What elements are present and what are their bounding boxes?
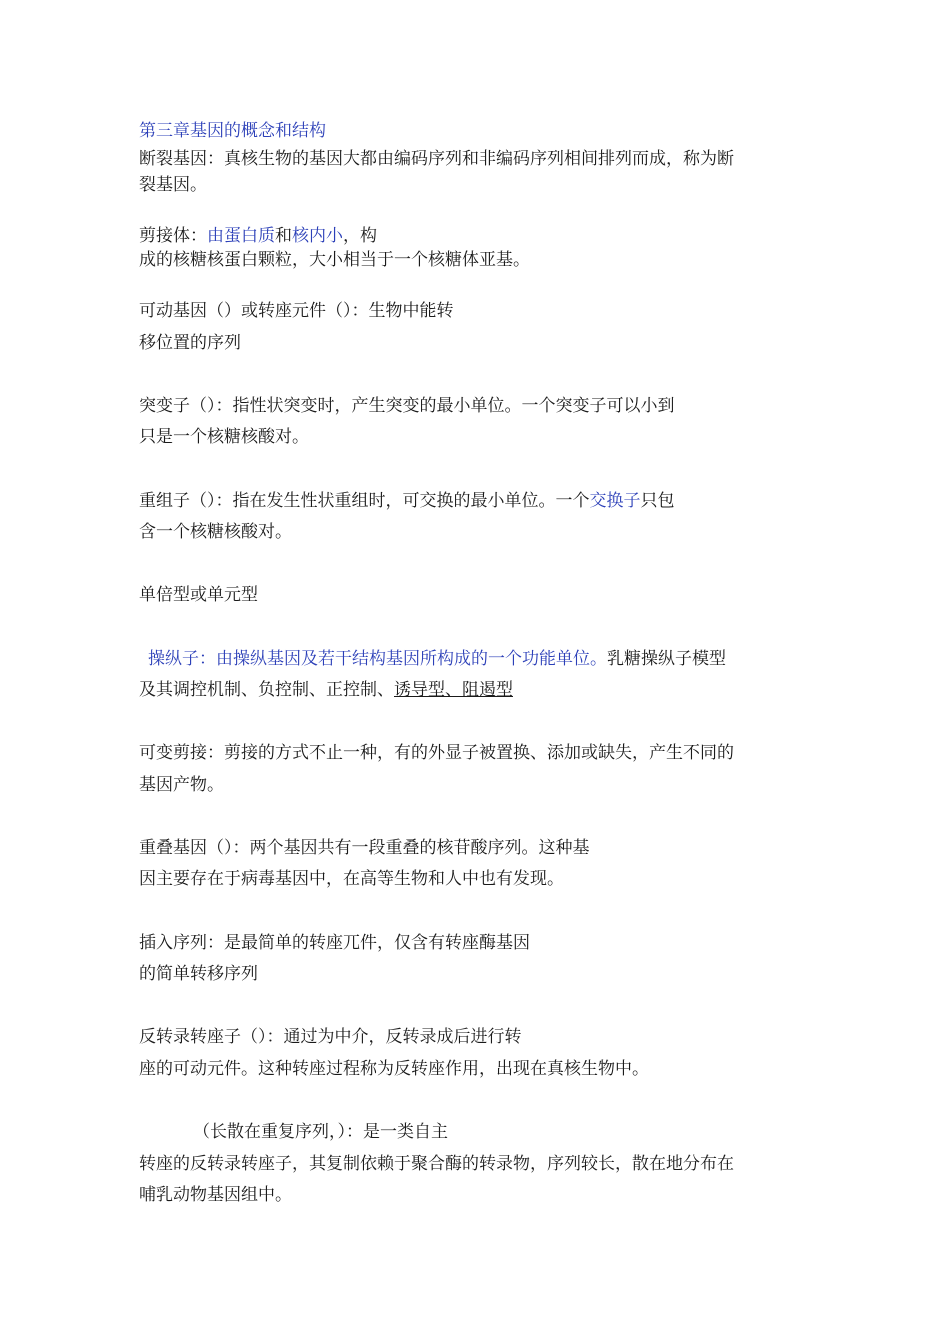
operon-control-text: 及其调控机制、负控制、正控制、 xyxy=(139,680,394,700)
protein-link[interactable]: 由蛋白质 xyxy=(207,226,275,246)
recon-line-1 xyxy=(139,488,675,514)
muton-line-2: 只是一个核糖核酸对。 xyxy=(139,427,309,447)
overlap-gene-line-1: 重叠基因（）：两个基因共有一段重叠的核苷酸序列。这种基 xyxy=(139,838,590,858)
recon-line-2: 含一个核糖核酸对。 xyxy=(139,522,292,542)
line-element-line-1: （长散在重复序列，）：是一类自主 xyxy=(193,1122,448,1142)
haplotype-line: 单倍型或单元型 xyxy=(139,585,258,605)
alt-splicing-line-2: 基因产物。 xyxy=(139,775,224,795)
insertion-seq-line-2: 的简单转移序列 xyxy=(139,964,258,984)
spliceosome-tail: ，构 xyxy=(343,226,377,246)
overlap-gene-line-2: 因主要存在于病毒基因中，在高等生物和人中也有发现。 xyxy=(139,869,564,889)
snrna-link[interactable]: 核内小 xyxy=(292,226,343,246)
retrotransposon-line-2: 座的可动元件。这种转座过程称为反转座作用，出现在真核生物中。 xyxy=(139,1059,649,1079)
recon-text-a: 重组子（）：指在发生性状重组时，可交换的最小单位。一个 xyxy=(139,491,590,511)
insertion-seq-line-1: 插入序列：是最简单的转座兀件，仅含有转座酶基因 xyxy=(139,933,530,953)
line-element-line-2: 转座的反转录转座子，其复制依赖于聚合酶的转录物，序列较长，散在地分布在 xyxy=(139,1154,734,1174)
spliceosome-term: 剪接体： xyxy=(139,226,207,246)
alt-splicing-line-1: 可变剪接：剪接的方式不止一种，有的外显子被置换、添加或缺失，产生不同的 xyxy=(139,743,734,763)
mobile-gene-line-2: 移位置的序列 xyxy=(139,333,241,353)
mobile-gene-line-1: 可动基因（）或转座元件（）：生物中能转 xyxy=(139,301,454,321)
recon-text-b: 只包 xyxy=(640,491,675,511)
line-element-line-3: 哺乳动物基因组中。 xyxy=(139,1185,292,1205)
operon-line-2 xyxy=(139,677,513,703)
retrotransposon-line-1: 反转录转座子（）：通过为中介，反转录成后进行转 xyxy=(139,1027,522,1047)
split-gene-line-1: 断裂基因：真核生物的基因大都由编码序列和非编码序列相间排列而成，称为断 xyxy=(139,149,734,169)
operon-definition-link[interactable]: 操纵子：由操纵基因及若干结构基因所构成的一个功能单位。 xyxy=(148,649,607,669)
spliceosome-and: 和 xyxy=(275,226,292,246)
cistron-link[interactable]: 交换子 xyxy=(589,491,641,511)
spliceosome-line-1 xyxy=(139,223,377,249)
inducible-link[interactable]: 诱导型、 xyxy=(394,680,462,700)
muton-line-1: 突变子（）：指性状突变时，产生突变的最小单位。一个突变子可以小到 xyxy=(139,396,675,416)
operon-line-1 xyxy=(148,646,726,672)
chapter-title: 第三章基因的概念和结构 xyxy=(139,121,326,141)
split-gene-line-2: 裂基因。 xyxy=(139,175,207,195)
spliceosome-line-2: 成的核糖核蛋白颗粒，大小相当于一个核糖体亚基。 xyxy=(139,250,530,270)
operon-lac-model: 乳糖操纵子模型 xyxy=(607,649,726,669)
repressible-link[interactable]: 阻遏型 xyxy=(462,680,513,700)
